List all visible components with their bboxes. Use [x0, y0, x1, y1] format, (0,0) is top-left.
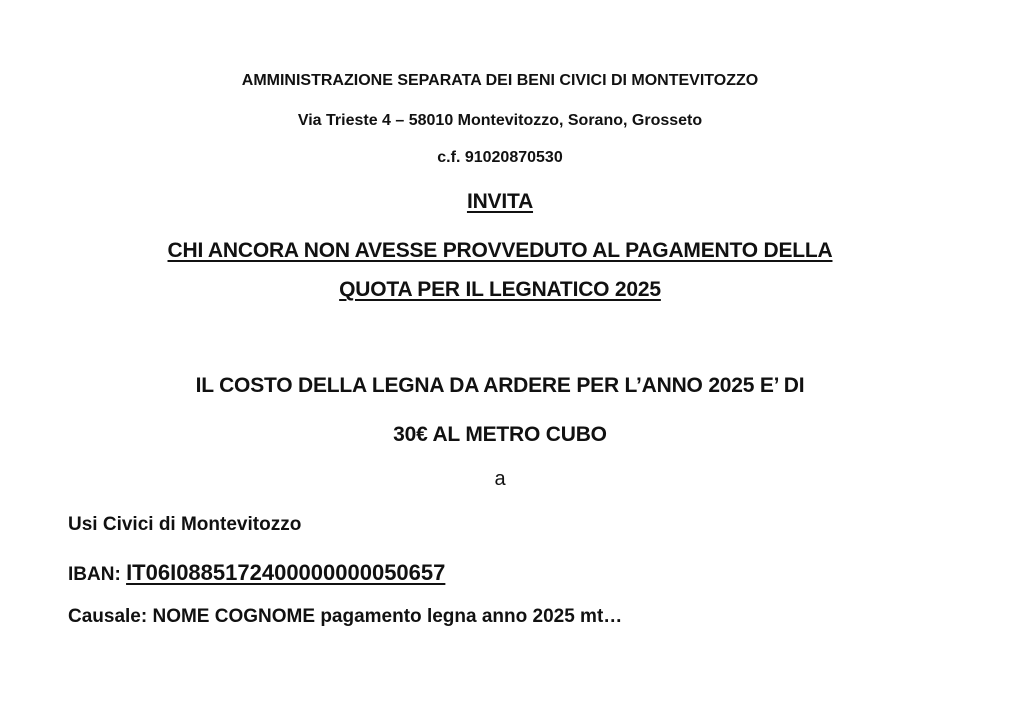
notice-title: INVITA	[466, 190, 534, 213]
iban-row	[68, 560, 445, 586]
cost-line1: IL COSTO DELLA LEGNA DA ARDERE PER L’ANNO 2025 E’ DI	[195, 374, 805, 397]
cost-line2: 30€ AL METRO CUBO	[393, 423, 607, 446]
iban-label: IBAN:	[68, 564, 121, 585]
organization-name: AMMINISTRAZIONE SEPARATA DEI BENI CIVICI DI MONTEVITOZZO	[241, 72, 759, 89]
beneficiary-name: Usi Civici di Montevitozzo	[68, 514, 302, 535]
payment-causale: Causale: NOME COGNOME pagamento legna anno 2025 mt…	[68, 606, 623, 627]
iban-value: IT06I0885172400000000050657	[126, 560, 446, 585]
organization-address: Via Trieste 4 – 58010 Montevitozzo, Sorano, Grosseto	[297, 112, 703, 129]
connector-text: a	[494, 468, 506, 490]
notice-subtitle-line2: QUOTA PER IL LEGNATICO 2025	[339, 278, 661, 301]
notice-subtitle-line1: CHI ANCORA NON AVESSE PROVVEDUTO AL PAGAMENTO DELLA	[167, 239, 833, 262]
tax-code: c.f. 91020870530	[437, 149, 563, 166]
